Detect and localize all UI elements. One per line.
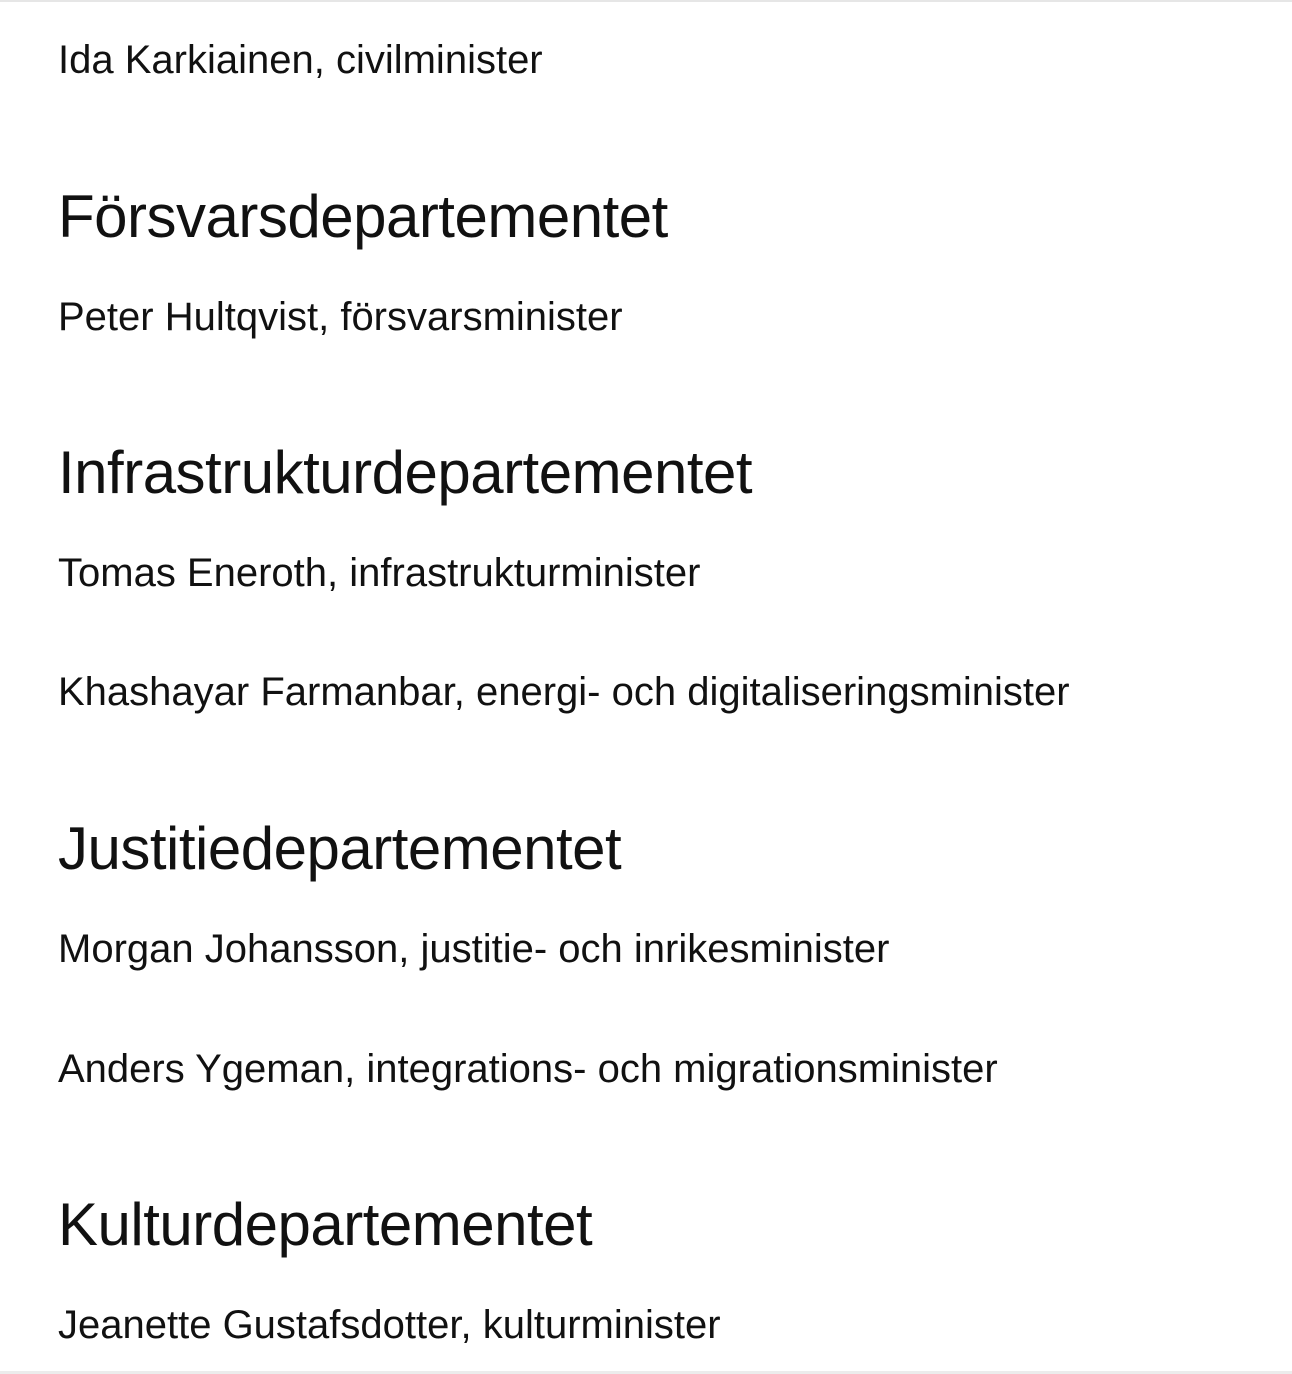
heading-kulturdepartementet: Kulturdepartementet bbox=[58, 1191, 593, 1258]
minister-jeanette-gustafsdotter: Jeanette Gustafsdotter, kulturminister bbox=[58, 1303, 721, 1347]
heading-infrastrukturdepartementet: Infrastrukturdepartementet bbox=[58, 439, 753, 506]
top-divider bbox=[0, 0, 1292, 2]
minister-peter-hultqvist: Peter Hultqvist, försvarsminister bbox=[58, 295, 623, 339]
minister-anders-ygeman: Anders Ygeman, integrations- och migrationsminister bbox=[58, 1047, 998, 1091]
minister-morgan-johansson: Morgan Johansson, justitie- och inrikesminister bbox=[58, 927, 890, 971]
minister-ida-karkiainen: Ida Karkiainen, civilminister bbox=[58, 38, 543, 82]
heading-justitiedepartementet: Justitiedepartementet bbox=[58, 815, 622, 882]
minister-tomas-eneroth: Tomas Eneroth, infrastrukturminister bbox=[58, 551, 701, 595]
heading-forsvarsdepartementet: Försvarsdepartementet bbox=[58, 183, 668, 250]
minister-khashayar-farmanbar: Khashayar Farmanbar, energi- och digitaliseringsminister bbox=[58, 670, 1070, 714]
